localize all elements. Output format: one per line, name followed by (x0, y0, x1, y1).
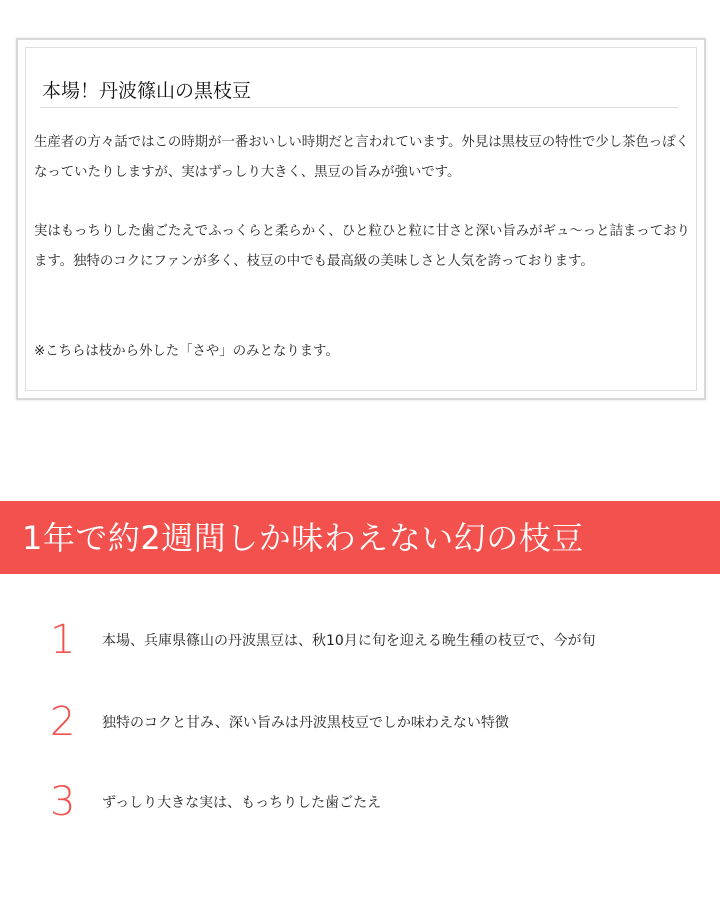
feature-text: 本場、兵庫県篠山の丹波黒豆は、秋10月に旬を迎える晩生種の枝豆で、今が旬 (102, 633, 596, 649)
info-box (16, 38, 706, 400)
headline-banner (0, 501, 720, 574)
feature-number: 2 (50, 699, 76, 745)
feature-text: 独特のコクと甘み、深い旨みは丹波黒枝豆でしか味わえない特徴 (102, 715, 509, 731)
feature-point (0, 697, 720, 747)
info-note: ※こちらは枝から外した「さや」のみとなります。 (34, 344, 339, 359)
info-paragraph: 実はもっちりした歯ごたえでふっくらと柔らかく、ひと粒ひと粒に甘さと深い旨みがギュ～っと詰まっております。独特のコクにファンが多く、枝豆の中でも最高級の美味しさと人気を誇っております。 (34, 224, 690, 269)
feature-number: 1 (50, 617, 76, 663)
info-paragraph: 生産者の方々話ではこの時期が一番おいしい時期だと言われています。外見は黒枝豆の特性で少し茶色っぽくなっていたりしますが、実はずっしり大きく、黒豆の旨みが強いです。 (34, 135, 690, 180)
headline-text: 1年で約2週間しか味わえない幻の枝豆 (22, 519, 584, 557)
info-box-title: 本場！丹波篠山の黒枝豆 (40, 78, 678, 108)
feature-number: 3 (50, 779, 76, 825)
feature-text: ずっしり大きな実は、もっちりした歯ごたえ (102, 795, 382, 811)
feature-point (0, 777, 720, 827)
feature-point (0, 615, 720, 665)
